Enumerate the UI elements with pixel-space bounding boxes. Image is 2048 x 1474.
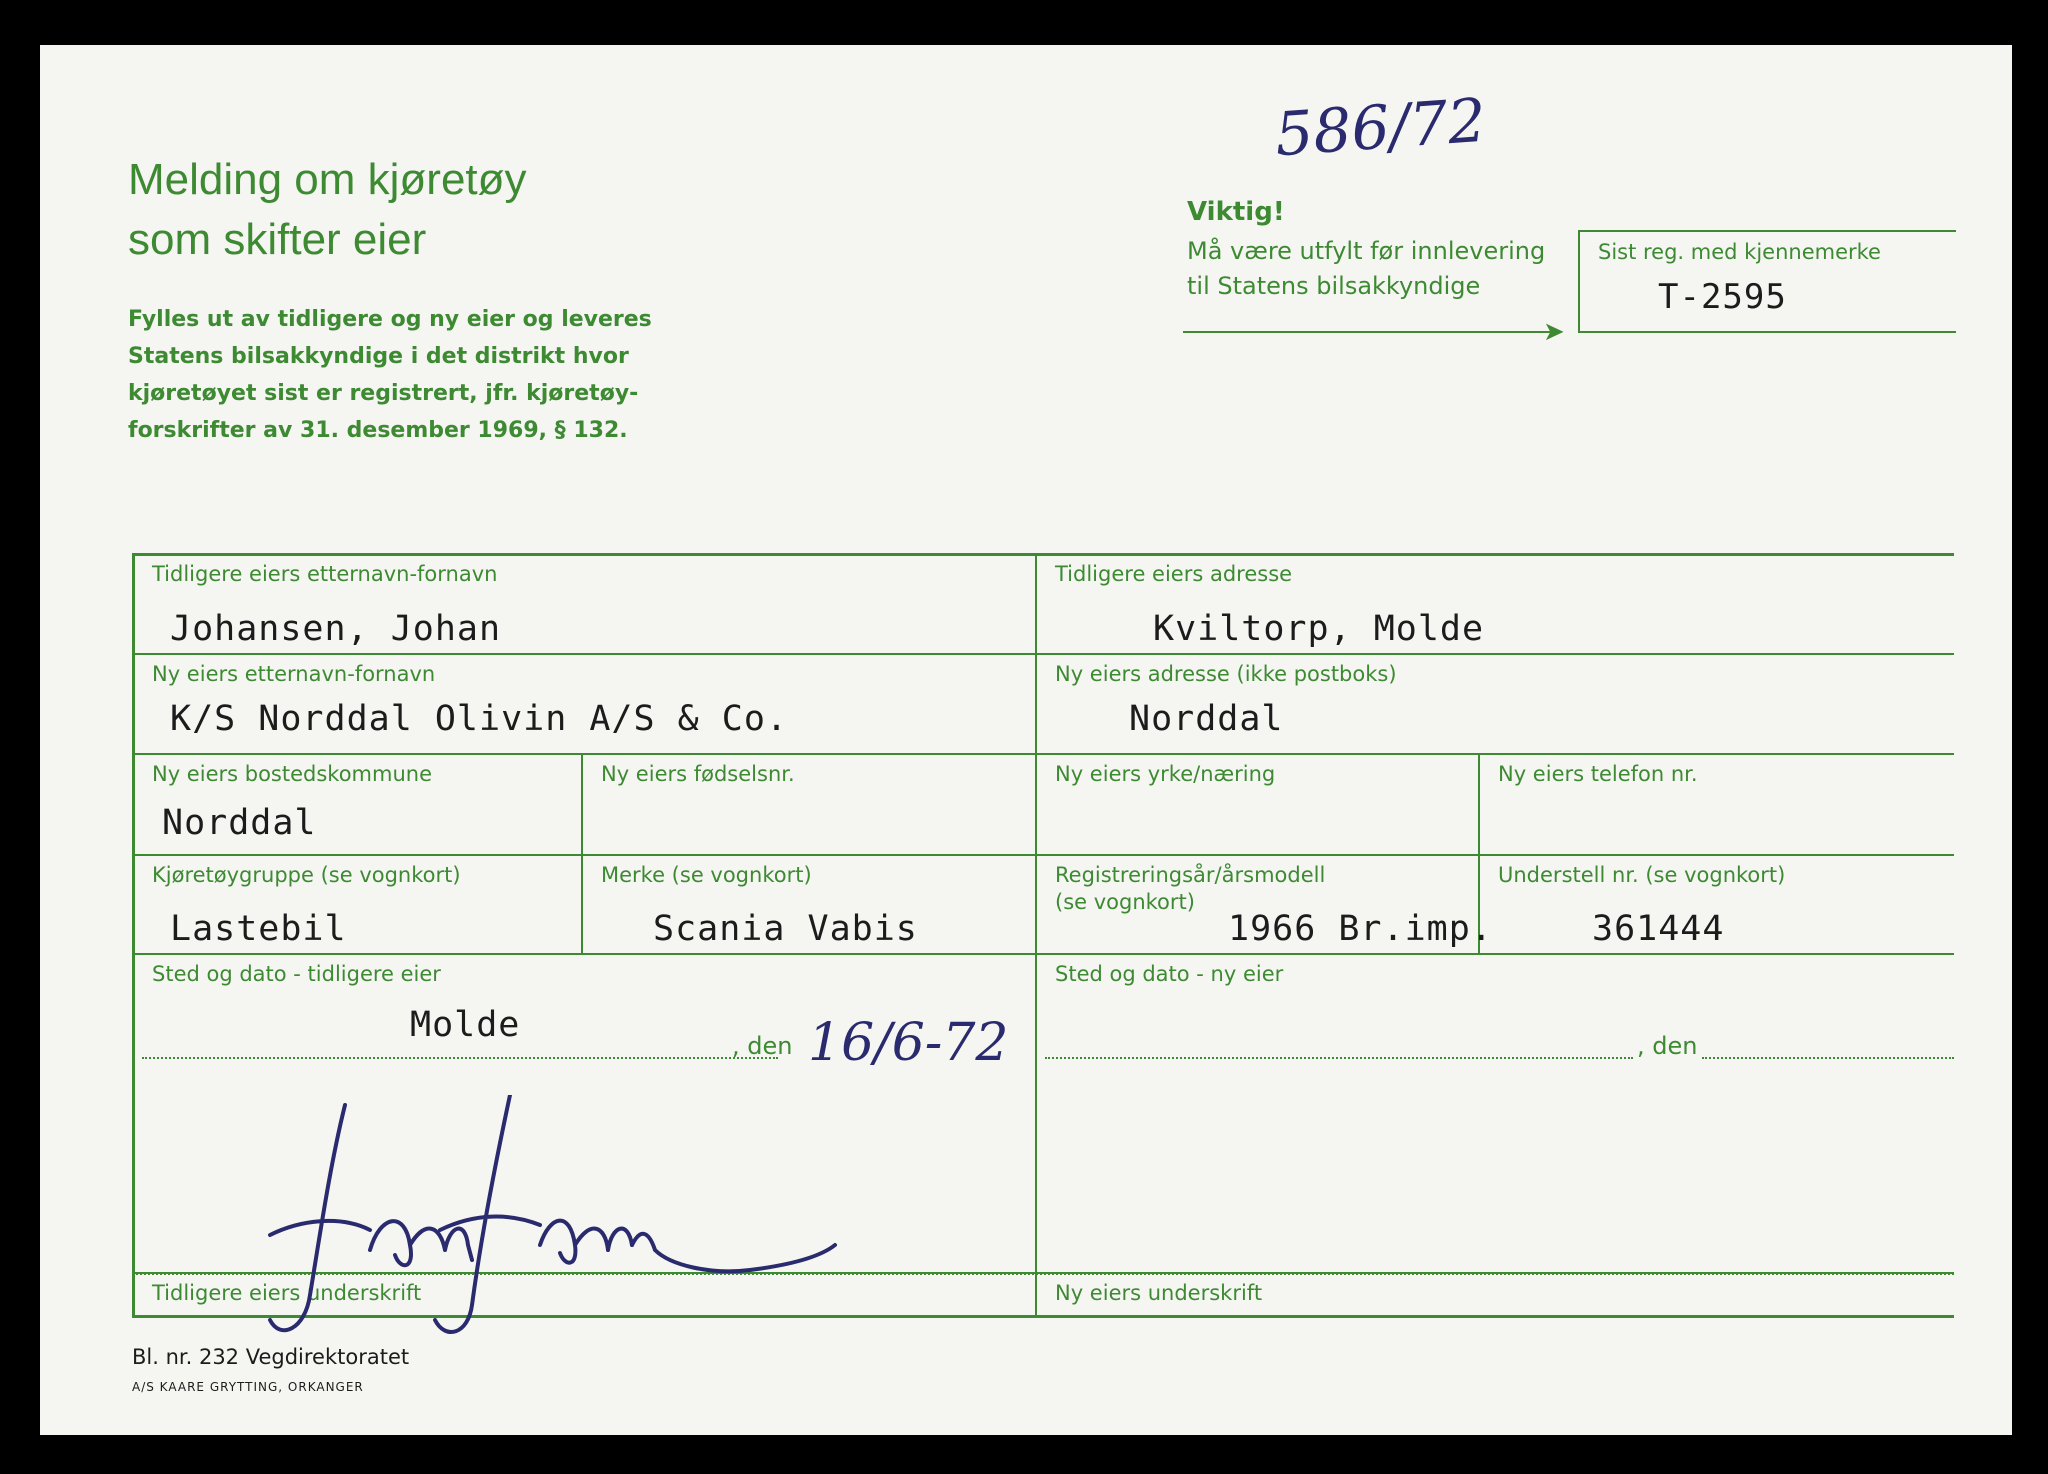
make-label: Merke (se vognkort) (601, 863, 812, 887)
plate-box-bottom (1578, 331, 1956, 333)
printer-credit: A/S KAARE GRYTTING, ORKANGER (132, 1380, 364, 1394)
birth-no-label: Ny eiers fødselsnr. (601, 762, 795, 786)
chassis-value: 361444 (1592, 909, 1725, 949)
plate-value: T-2595 (1658, 277, 1787, 317)
place-date-prev-place: Molde (410, 1005, 521, 1045)
important-line2: til Statens bilsakkyndige (1187, 272, 1481, 300)
new-owner-name-value: K/S Norddal Olivin A/S & Co. (170, 699, 789, 739)
chassis-label: Understell nr. (se vognkort) (1498, 863, 1786, 887)
place-date-prev-den: , den (732, 1032, 793, 1060)
instruction-line: forskrifter av 31. desember 1969, § 132. (128, 418, 628, 443)
grid-line (132, 753, 1954, 755)
form-title-line1: Melding om kjøretøy (128, 155, 527, 204)
grid-line (132, 553, 135, 1318)
prev-owner-address-label: Tidligere eiers adresse (1055, 562, 1293, 586)
grid-line (132, 854, 1954, 856)
vehicle-group-value: Lastebil (170, 909, 347, 949)
arrow-line (1183, 331, 1553, 333)
place-date-new-label: Sted og dato - ny eier (1055, 962, 1284, 986)
sig-prev-label: Tidligere eiers underskrift (152, 1281, 422, 1305)
place-date-new-line (1045, 1057, 1633, 1059)
occupation-label: Ny eiers yrke/næring (1055, 762, 1276, 786)
new-owner-name-label: Ny eiers etternavn-fornavn (152, 662, 436, 686)
prev-owner-name-value: Johansen, Johan (170, 609, 502, 649)
sig-new-label: Ny eiers underskrift (1055, 1281, 1263, 1305)
instruction-line: kjøretøyet sist er registrert, jfr. kjøretøy- (128, 381, 639, 406)
make-value: Scania Vabis (653, 909, 918, 949)
plate-box-top (1578, 230, 1956, 232)
new-owner-address-value: Norddal (1129, 699, 1284, 739)
instruction-line: Statens bilsakkyndige i det distrikt hvor (128, 344, 629, 369)
grid-line (1035, 553, 1037, 1318)
prev-owner-signature (250, 1095, 850, 1355)
place-date-new-den: , den (1637, 1032, 1698, 1060)
grid-line (132, 553, 1954, 556)
important-heading: Viktig! (1187, 197, 1285, 227)
place-date-prev-date: 16/6-72 (808, 1013, 1009, 1073)
prev-owner-name-label: Tidligere eiers etternavn-fornavn (152, 562, 498, 586)
new-owner-address-label: Ny eiers adresse (ikke postboks) (1055, 662, 1397, 686)
plate-label: Sist reg. med kjennemerke (1598, 240, 1881, 264)
vehicle-group-label: Kjøretøygruppe (se vognkort) (152, 863, 461, 887)
municipality-label: Ny eiers bostedskommune (152, 762, 432, 786)
grid-line (132, 653, 1954, 655)
reg-year-value: 1966 Br.imp. (1228, 909, 1493, 949)
place-date-prev-line (142, 1057, 778, 1059)
form-title-line2: som skifter eier (128, 215, 427, 264)
place-date-new-date-line (1702, 1057, 1954, 1059)
document-sheet (40, 45, 2012, 1435)
handwritten-reference: 586/72 (1272, 85, 1489, 171)
grid-line (132, 953, 1954, 955)
grid-line (581, 754, 583, 954)
arrow-head: ➤ (1543, 317, 1565, 347)
place-date-prev-label: Sted og dato - tidligere eier (152, 962, 441, 986)
reg-year-label: Registreringsår/årsmodell (1055, 863, 1326, 887)
municipality-value: Norddal (162, 803, 317, 843)
phone-label: Ny eiers telefon nr. (1498, 762, 1698, 786)
instruction-line: Fylles ut av tidligere og ny eier og leveres (128, 307, 652, 332)
important-line1: Må være utfylt før innlevering (1187, 237, 1546, 265)
reg-year-label-sub: (se vognkort) (1055, 890, 1195, 914)
form-number: Bl. nr. 232 Vegdirektoratet (132, 1345, 410, 1369)
prev-owner-address-value: Kviltorp, Molde (1153, 609, 1485, 649)
instructions (128, 301, 652, 449)
plate-box-left (1578, 230, 1580, 333)
